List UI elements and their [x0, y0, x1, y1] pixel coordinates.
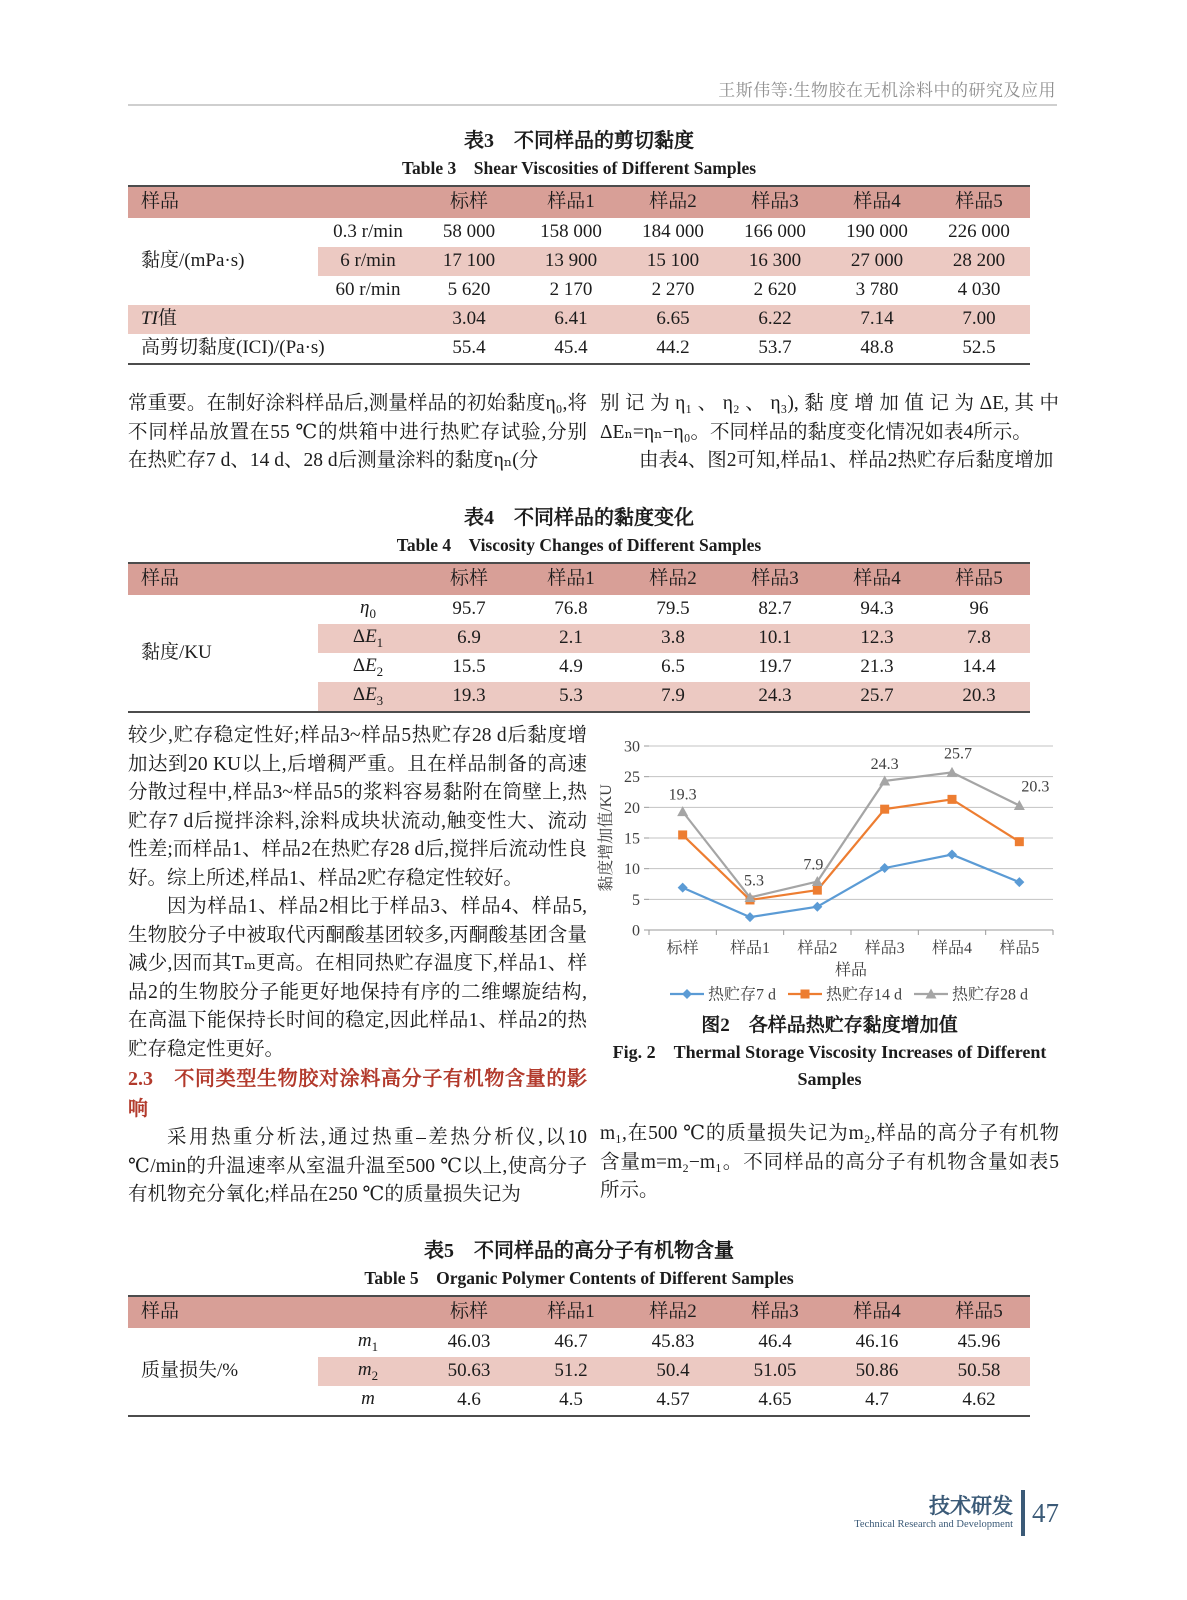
running-title: 王斯伟等:生物胶在无机涂料中的研究及应用	[718, 81, 1056, 100]
table-cell: 样品5	[928, 1296, 1030, 1328]
table-cell: 53.7	[758, 337, 792, 359]
table-cell: 2 620	[753, 279, 797, 301]
table-cell: 3 780	[855, 279, 899, 301]
table5-block	[128, 1238, 1030, 1417]
table3-title-en: Table 3 Shear Viscosities of Different Samples	[401, 158, 757, 178]
table-cell: 28 200	[928, 247, 1030, 276]
footer-section	[854, 1494, 1013, 1532]
paragraph: 由表4、图2可知,样品1、样品2热贮存后黏度增加	[639, 450, 1054, 471]
x-tick-label: 样品1	[729, 940, 771, 957]
symbol-cell: $\Delta E_1$	[318, 624, 418, 653]
paragraph: 常重要。在制好涂料样品后,测量样品的初始黏度η₀,将不同样品放置在55 ℃的烘箱中进行热贮存试验,分别在热贮存7 d、14 d、28 d后测量涂料的黏度ηₙ(分	[128, 393, 587, 471]
table-cell: 4.65	[758, 1389, 792, 1411]
row-group-label: 黏度/(mPa·s)	[141, 250, 245, 272]
series-line-2	[683, 772, 1020, 897]
table-cell: 50.58	[928, 1357, 1030, 1386]
legend-item-0	[670, 986, 776, 1004]
body-text-right-bottom	[600, 1120, 1059, 1206]
table-cell: 6.22	[724, 305, 826, 334]
data-point	[678, 883, 688, 893]
y-tick-label: 20	[624, 799, 640, 817]
table-cell: 46.03	[447, 1331, 491, 1353]
paragraph: m₁,在500 ℃的质量损失记为m₂,样品的高分子有机物含量m=m₂−m₁。不同样品的高分子有机物含量如表5所示。	[600, 1123, 1059, 1201]
table3-title-cn: 表3 不同样品的剪切黏度	[464, 130, 694, 152]
x-tick-label: 标样	[666, 940, 699, 957]
table-cell: 12.3	[826, 624, 928, 653]
legend-item-1	[788, 986, 902, 1004]
data-point	[880, 863, 890, 873]
page-footer	[854, 1490, 1059, 1536]
x-tick-label: 样品2	[797, 940, 838, 957]
header-rule	[128, 104, 1057, 106]
table-cell: 6.9	[418, 624, 520, 653]
data-label: 7.9	[803, 856, 824, 874]
table-cell: 6.5	[661, 656, 685, 678]
body-text-right-top	[600, 390, 1059, 476]
table-header-row	[128, 186, 1030, 218]
table5-title-en: Table 5 Organic Polymer Contents of Different Samples	[364, 1268, 794, 1288]
table-cell: 15.5	[452, 656, 486, 678]
footer-section-cn: 技术研发	[929, 1494, 1013, 1518]
table-cell: 3.04	[418, 305, 520, 334]
table-cell: 样品	[128, 186, 418, 218]
table-cell: 10.1	[724, 624, 826, 653]
data-point	[1014, 877, 1024, 887]
table-cell: 95.7	[452, 598, 486, 620]
row-group-label: 黏度/KU	[141, 641, 212, 663]
data-point	[880, 805, 889, 814]
table-cell: 20.3	[928, 682, 1030, 712]
table-cell: 52.5	[962, 337, 996, 359]
table-cell: 4.62	[962, 1389, 996, 1411]
table4-title-en: Table 4 Viscosity Changes of Different Samples	[396, 535, 762, 555]
table-cell: 45.83	[651, 1331, 695, 1353]
table-cell: 45.4	[554, 337, 588, 359]
table-cell: 0.3 r/min	[333, 221, 403, 243]
table-cell: 51.2	[520, 1357, 622, 1386]
table-cell: 样品4	[826, 1296, 928, 1328]
table-4	[128, 562, 1030, 713]
table-cell: 24.3	[724, 682, 826, 712]
table-cell: 样品1	[520, 1296, 622, 1328]
table-row	[128, 595, 1030, 624]
table5-title-cn: 表5 不同样品的高分子有机物含量	[424, 1240, 734, 1262]
y-tick-label: 15	[624, 830, 640, 848]
paragraph: 较少,贮存稳定性好;样品3~样品5热贮存28 d后黏度增加达到20 KU以上,后增稠严重。且在样品制备的高速分散过程中,样品3~样品5的浆料容易黏附在筒壁上,热贮存7 d后搅拌涂料,涂料成块状流动,触变性大、流动性差;而样品1、样品2在热贮存28 d后,搅拌后流动性良好。综上所述,样品1、样品2贮存稳定性较好。	[128, 725, 587, 889]
x-tick-label: 样品5	[999, 940, 1040, 957]
table-cell: 高剪切黏度(ICI)/(Pa·s)	[141, 337, 325, 359]
table-cell: 15 100	[622, 247, 724, 276]
table-cell: 14.4	[962, 656, 996, 678]
page-number: 47	[1032, 1497, 1059, 1528]
footer-divider-bar	[1021, 1490, 1025, 1536]
y-tick-label: 30	[624, 738, 640, 756]
symbol-cell: $m_2$	[318, 1357, 418, 1386]
table-cell: 样品2	[622, 563, 724, 595]
table-cell: 19.7	[758, 656, 792, 678]
table-cell: 7.14	[826, 305, 928, 334]
table-cell: 样品4	[826, 186, 928, 218]
data-point	[813, 886, 822, 895]
table-cell: 44.2	[656, 337, 690, 359]
table-cell: 21.3	[860, 656, 894, 678]
table-cell: 94.3	[860, 598, 894, 620]
figure-2-caption	[600, 1012, 1059, 1093]
paragraph: 别记为η₁、η₂、η₃),黏度增加值记为ΔE,其中ΔEₙ=ηₙ−η₀。不同样品的黏度变化情况如表4所示。	[600, 393, 1059, 443]
table-cell: 2.1	[520, 624, 622, 653]
table-cell: 样品2	[622, 1296, 724, 1328]
symbol-cell: $\Delta E_3$	[318, 682, 418, 712]
symbol-cell: $m_1$	[357, 1329, 379, 1354]
data-point	[1015, 837, 1024, 846]
section-heading-2-3: 2.3 不同类型生物胶对涂料高分子有机物含量的影响	[128, 1068, 587, 1120]
data-point	[1014, 800, 1025, 810]
paragraph: 因为样品1、样品2相比于样品3、样品4、样品5,生物胶分子中被取代丙酮酸基团较多,丙酮酸基团含量减少,因而其Tₘ更高。在相同热贮存温度下,样品1、样品2的生物胶分子能更好地保持有序的二维螺旋结构,在高温下能保持长时间的稳定,因此样品1、样品2的热贮存稳定性更好。	[128, 896, 587, 1060]
table-cell: 13 900	[520, 247, 622, 276]
data-point	[947, 850, 957, 860]
data-point	[801, 990, 810, 999]
table-cell: 5 620	[447, 279, 491, 301]
table-cell: 79.5	[656, 598, 690, 620]
figure-caption-cn: 图2 各样品热贮存黏度增加值	[701, 1015, 958, 1036]
table-cell: 96	[969, 598, 989, 620]
body-text-left-mid	[128, 722, 587, 1210]
table-cell: 58 000	[442, 221, 496, 243]
y-tick-label: 10	[624, 861, 640, 879]
table-cell: 60 r/min	[335, 279, 401, 301]
legend-label: 热贮存7 d	[708, 986, 777, 1004]
table-cell: 46.4	[758, 1331, 792, 1353]
table-header-row	[128, 563, 1030, 595]
footer-section-en: Technical Research and Development	[854, 1519, 1013, 1530]
table-cell: 158 000	[540, 221, 602, 243]
table-row	[128, 334, 1030, 364]
table-cell: 2 170	[549, 279, 593, 301]
table-cell: 样品3	[724, 563, 826, 595]
symbol-cell: $\eta_0$	[360, 596, 376, 621]
data-label: 24.3	[870, 755, 899, 773]
table-cell: 4.7	[865, 1389, 889, 1411]
table-cell: 19.3	[418, 682, 520, 712]
table-cell: 51.05	[724, 1357, 826, 1386]
symbol-cell: $\Delta E_2$	[352, 654, 384, 679]
series-line-1	[683, 799, 1020, 900]
table-cell: 样品5	[928, 563, 1030, 595]
table-cell: 45.96	[957, 1331, 1001, 1353]
ti-label-italic: TI	[141, 308, 158, 330]
table-cell: 17 100	[418, 247, 520, 276]
table-cell: 27 000	[826, 247, 928, 276]
legend-label: 热贮存14 d	[826, 986, 903, 1004]
data-point	[678, 830, 687, 839]
table-cell: 50.86	[826, 1357, 928, 1386]
table-cell: 46.7	[554, 1331, 588, 1353]
table-header-row	[128, 1296, 1030, 1328]
table-cell: 3.8	[622, 624, 724, 653]
table-row	[128, 1328, 1030, 1357]
figure-2-chart	[597, 730, 1060, 1008]
table-cell: 184 000	[642, 221, 704, 243]
table-row	[128, 218, 1030, 247]
data-point	[682, 989, 692, 999]
line-chart	[597, 730, 1060, 1008]
figure-caption-en: Fig. 2 Thermal Storage Viscosity Increases of Different Samples	[612, 1042, 1047, 1089]
data-label: 5.3	[744, 872, 764, 890]
table-cell: 样品	[128, 1296, 418, 1328]
data-point	[745, 912, 755, 922]
y-tick-label: 5	[632, 891, 640, 909]
table4-title-cn: 表4 不同样品的黏度变化	[464, 507, 694, 529]
table-cell: 7.00	[928, 305, 1030, 334]
table-cell: 5.3	[520, 682, 622, 712]
table-cell: 190 000	[846, 221, 908, 243]
table3-block	[128, 128, 1030, 365]
symbol-cell: m	[361, 1387, 375, 1409]
table-cell: 4 030	[957, 279, 1001, 301]
x-tick-label: 样品4	[931, 940, 973, 957]
legend-item-2	[914, 986, 1028, 1004]
table-cell: 样品2	[622, 186, 724, 218]
table4-block	[128, 505, 1030, 713]
paragraph: 采用热重分析法,通过热重–差热分析仪,以10 ℃/min的升温速率从室温升温至500 ℃以上,使高分子有机物充分氧化;样品在250 ℃的质量损失记为	[128, 1127, 587, 1205]
table-row	[128, 305, 1030, 334]
ti-label-rest: 值	[157, 308, 177, 330]
y-axis-title: 黏度增加值/KU	[598, 784, 615, 892]
table-cell: 7.9	[622, 682, 724, 712]
table-cell: 76.8	[554, 598, 588, 620]
table-cell: 标样	[418, 186, 520, 218]
table-cell: 50.63	[418, 1357, 520, 1386]
table-cell: 样品5	[928, 186, 1030, 218]
table-cell: 6 r/min	[318, 247, 418, 276]
data-point	[948, 795, 957, 804]
table-cell: 样品3	[724, 186, 826, 218]
ti-label	[128, 305, 418, 334]
data-label: 19.3	[668, 786, 697, 804]
table-cell: 226 000	[948, 221, 1010, 243]
data-point	[812, 902, 822, 912]
table-5	[128, 1295, 1030, 1417]
table-cell: 样品4	[826, 563, 928, 595]
table-cell: 样品1	[520, 563, 622, 595]
data-label: 25.7	[944, 745, 972, 763]
x-tick-label: 样品3	[864, 940, 905, 957]
table-cell: 标样	[418, 1296, 520, 1328]
table-cell: 4.9	[559, 656, 583, 678]
table-cell: 6.65	[622, 305, 724, 334]
table-cell: 7.8	[928, 624, 1030, 653]
series-line-0	[683, 855, 1020, 918]
row-group-label: 质量损失/%	[141, 1360, 239, 1382]
table-cell: 样品1	[520, 186, 622, 218]
table-cell: 55.4	[452, 337, 486, 359]
table-cell: 样品3	[724, 1296, 826, 1328]
y-tick-label: 25	[624, 769, 640, 787]
table-cell: 46.16	[855, 1331, 899, 1353]
legend-label: 热贮存28 d	[952, 986, 1029, 1004]
table-cell: 82.7	[758, 598, 792, 620]
table-cell: 4.57	[656, 1389, 690, 1411]
table-cell: 4.5	[559, 1389, 583, 1411]
table-cell: 48.8	[860, 337, 894, 359]
table-cell: 6.41	[520, 305, 622, 334]
y-tick-label: 0	[632, 922, 640, 940]
table-cell: 标样	[418, 563, 520, 595]
table-cell: 16 300	[724, 247, 826, 276]
table-cell: 样品	[128, 563, 418, 595]
table-cell: 4.6	[457, 1389, 481, 1411]
table-3	[128, 185, 1030, 365]
x-axis-title: 样品	[834, 962, 868, 979]
data-label: 20.3	[1021, 778, 1050, 796]
table-cell: 2 270	[651, 279, 695, 301]
table-cell: 25.7	[826, 682, 928, 712]
body-text-left-top	[128, 390, 587, 476]
table-cell: 50.4	[622, 1357, 724, 1386]
table-cell: 166 000	[744, 221, 806, 243]
